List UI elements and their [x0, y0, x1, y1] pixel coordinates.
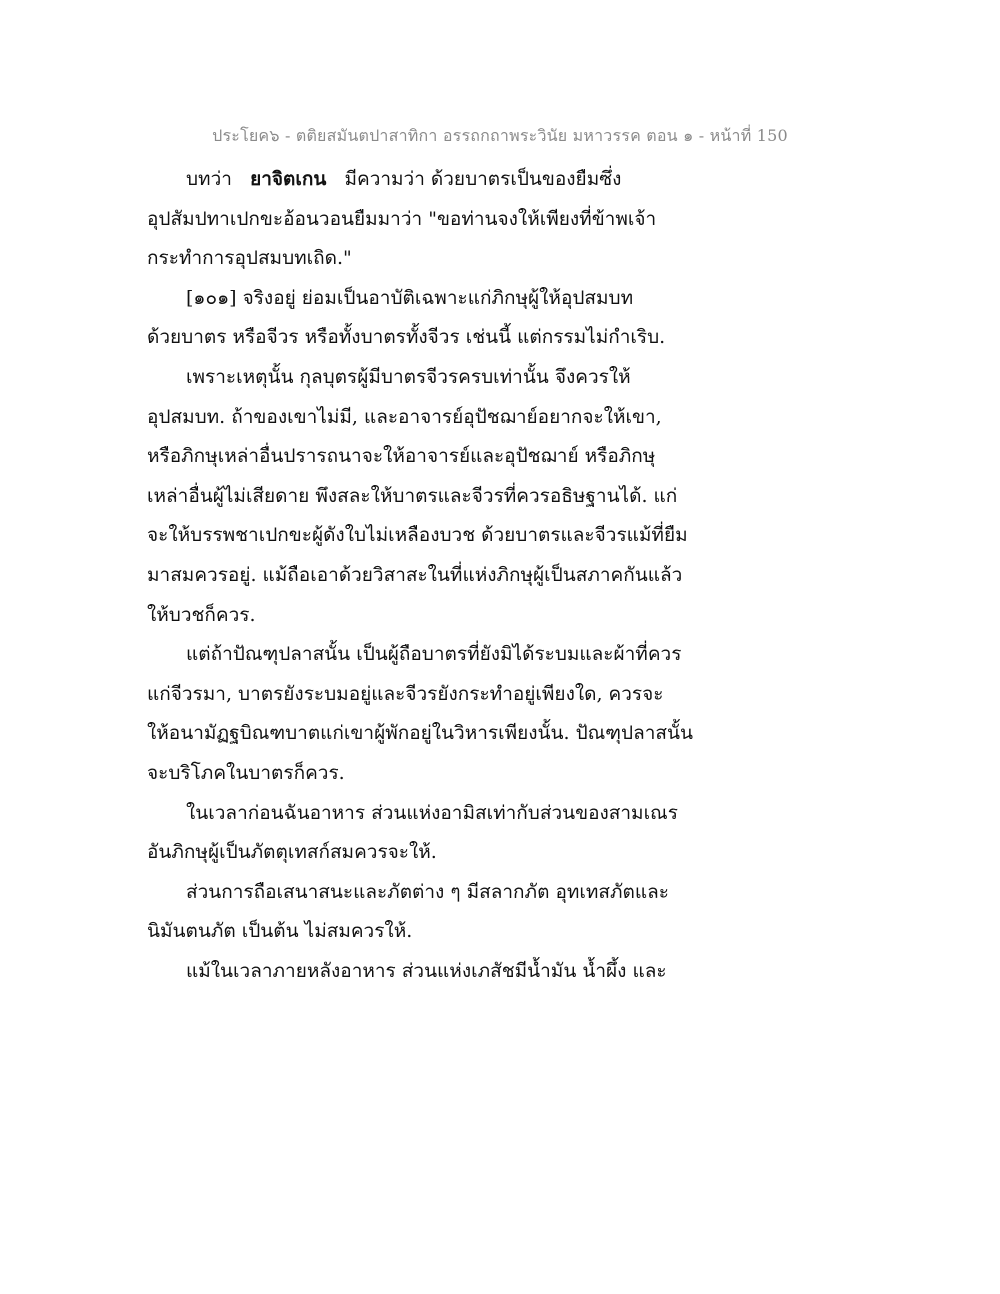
- first-line-prefix: บทว่า: [186, 168, 232, 190]
- text-line-16: จะบริโภคในบาตรก็ควร.: [147, 761, 345, 784]
- text-line-21: แม้ในเวลาภายหลังอาหาร ส่วนแห่งเภสัชมีน้ำมัน น้ำผึ้ง และ: [186, 959, 667, 982]
- text-line-7: อุปสมบท. ถ้าของเขาไม่มี, และอาจารย์อุปัชฌาย์อยากจะให้เขา,: [147, 405, 662, 428]
- first-line-suffix: มีความว่า ด้วยบาตรเป็นของยืมซึ่ง: [344, 168, 622, 190]
- text-line-15: ให้อนามัฏฐบิณฑบาตแก่เขาผู้พักอยู่ในวิหารเพียงนั้น. ปัณฑุปลาสนั้น: [147, 722, 693, 745]
- first-line-bold-term: ยาจิตเกน: [250, 168, 327, 190]
- text-line-3: กระทำการอุปสมบทเถิด.": [147, 247, 352, 270]
- body-text: [147, 160, 707, 991]
- text-line-1: [147, 160, 707, 200]
- text-line-18: อันภิกษุผู้เป็นภัตตุเทสก์สมควรจะให้.: [147, 841, 437, 864]
- text-line-13: แต่ถ้าปัณฑุปลาสนั้น เป็นผู้ถือบาตรที่ยังมิได้ระบมและผ้าที่ควร: [186, 643, 682, 666]
- text-line-5: ด้วยบาตร หรือจีวร หรือทั้งบาตรทั้งจีวร เช่นนี้ แต่กรรมไม่กำเริบ.: [147, 326, 666, 349]
- text-line-14: แก่จีวรมา, บาตรยังระบมอยู่และจีวรยังกระทำอยู่เพียงใด, ควรจะ: [147, 682, 664, 705]
- text-line-9: เหล่าอื่นผู้ไม่เสียดาย พึงสละให้บาตรและจีวรที่ควรอธิษฐานได้. แก่: [147, 484, 678, 507]
- text-line-6: เพราะเหตุนั้น กุลบุตรผู้มีบาตรจีวรครบเท่านั้น จึงควรให้: [186, 365, 631, 388]
- text-line-11: มาสมควรอยู่. แม้ถือเอาด้วยวิสาสะในที่แห่งภิกษุผู้เป็นสภาคกันแล้ว: [147, 563, 683, 586]
- text-line-19: ส่วนการถือเสนาสนะและภัตต่าง ๆ มีสลากภัต อุทเทสภัตและ: [186, 880, 669, 903]
- text-line-8: หรือภิกษุเหล่าอื่นปรารถนาจะให้อาจารย์และอุปัชฌาย์ หรือภิกษุ: [147, 445, 656, 468]
- text-line-20: นิมันตนภัต เป็นต้น ไม่สมควรให้.: [147, 920, 413, 943]
- page-header: ประโยค๖ - ตติยสมันตปาสาทิกา อรรถกถาพระวินัย มหาวรรค ตอน ๑ - หน้าที่ 150: [212, 126, 788, 145]
- text-line-12: ให้บวชก็ควร.: [147, 603, 256, 626]
- text-line-2: อุปสัมปทาเปกขะอ้อนวอนยืมมาว่า "ขอท่านจงให้เพียงที่ข้าพเจ้า: [147, 207, 657, 230]
- text-line-17: ในเวลาก่อนฉันอาหาร ส่วนแห่งอามิสเท่ากับส่วนของสามเณร: [186, 801, 678, 824]
- text-line-10: จะให้บรรพชาเปกขะผู้ดังใบไม่เหลืองบวช ด้วยบาตรและจีวรแม้ที่ยืม: [147, 524, 688, 547]
- text-line-4: [๑๐๑] จริงอยู่ ย่อมเป็นอาบัติเฉพาะแก่ภิกษุผู้ให้อุปสมบท: [186, 286, 634, 309]
